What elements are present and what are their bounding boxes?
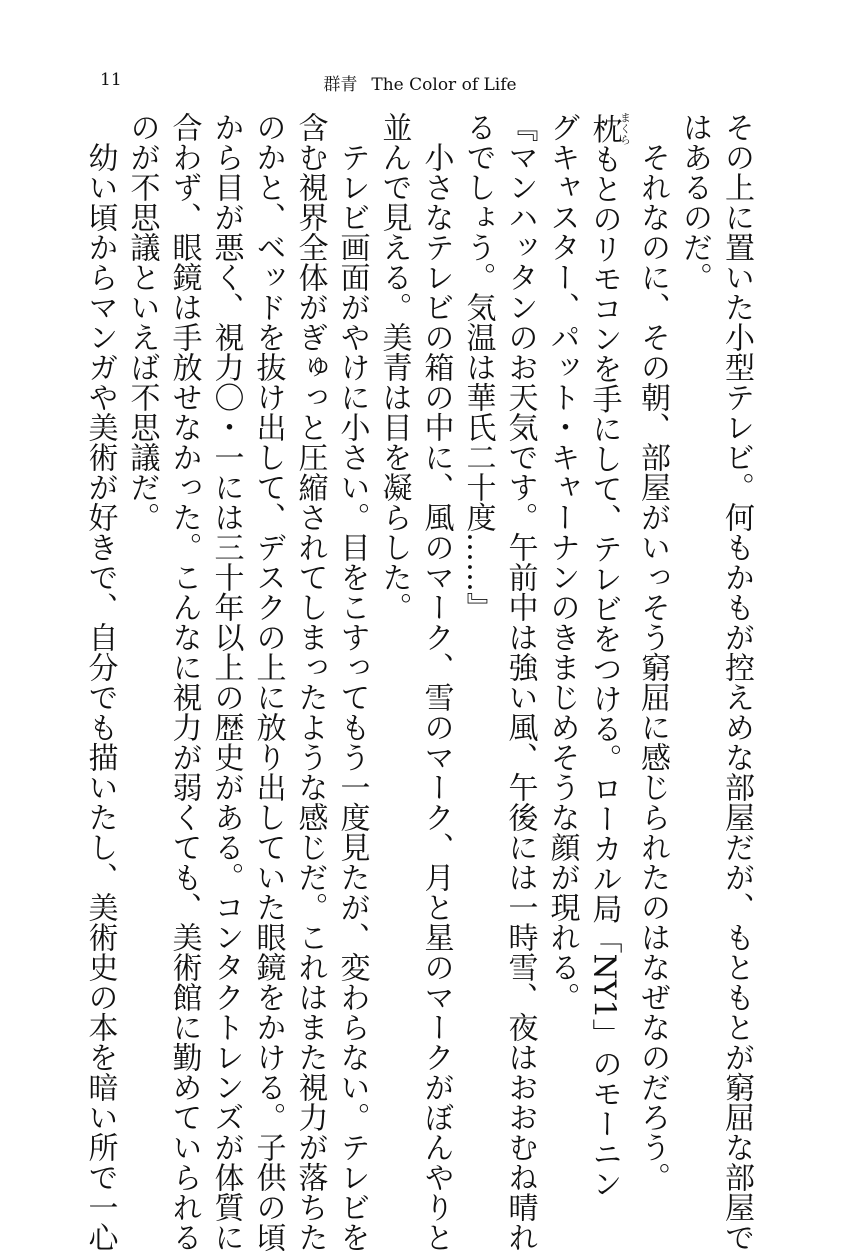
ruby-reading: まくら [618, 112, 632, 145]
ruby-word [586, 112, 632, 145]
running-title [100, 70, 740, 95]
text-line: のかと、ベッドを抜け出して、デスクの上に放り出していた眼鏡をかける。子供の頃 [250, 112, 286, 1252]
text-line: その上に置いた小型テレビ。何もかもが控えめな部屋だが、もともとが窮屈な部屋で [719, 112, 754, 1252]
text-line: 並んで見える。美青は目を凝らした。 [376, 112, 412, 622]
text-line: テレビ画面がやけに小さい。目をこすってもう一度見たが、変わらない。テレビを [334, 142, 370, 1252]
running-header [100, 70, 740, 100]
text-line: 『マンハッタンのお天気です。午前中は強い風、午後には一時雪、夜はおおむね晴れ [502, 112, 538, 1252]
text-line: から目が悪く、視力〇・一には三十年以上の歴史がある。コンタクトレンズが体質に [208, 112, 244, 1252]
text-line: 合わず、眼鏡は手放せなかった。こんなに視力が弱くても、美術館に勤めていられる [166, 112, 202, 1252]
vertical-body-text [82, 112, 757, 1252]
ruby-base: 枕 [586, 112, 622, 145]
book-title-english: The Color of Life [371, 75, 517, 95]
text-line-rest: もとのリモコンを手にして、テレビをつける。ローカル局「NY1」のモーニン [586, 143, 622, 1199]
text-line: はあるのだ。 [677, 112, 712, 292]
text-line: 幼い頃からマンガや美術が好きで、自分でも描いたし、美術史の本を暗い所で一心 [82, 142, 118, 1252]
text-line: のが不思議といえば不思議だ。 [124, 112, 160, 532]
text-line-with-ruby [583, 112, 632, 1199]
text-line: それなのに、その朝、部屋がいっそう窮屈に感じられたのはなぜなのだろう。 [635, 142, 670, 1192]
text-line: るでしょう。気温は華氏二十度……』 [460, 112, 496, 622]
text-line: 小さなテレビの箱の中に、風のマーク、雪のマーク、月と星のマークがぼんやりと [418, 142, 454, 1252]
page-number: 11 [100, 70, 122, 90]
text-line: グキャスター、パット・キャーナンのきまじめそうな顔が現れる。 [544, 112, 580, 1012]
text-line: 含む視界全体がぎゅっと圧縮されてしまったような感じだ。これはまた視力が落ちた [292, 112, 328, 1252]
book-title-japanese: 群青 [323, 75, 358, 95]
